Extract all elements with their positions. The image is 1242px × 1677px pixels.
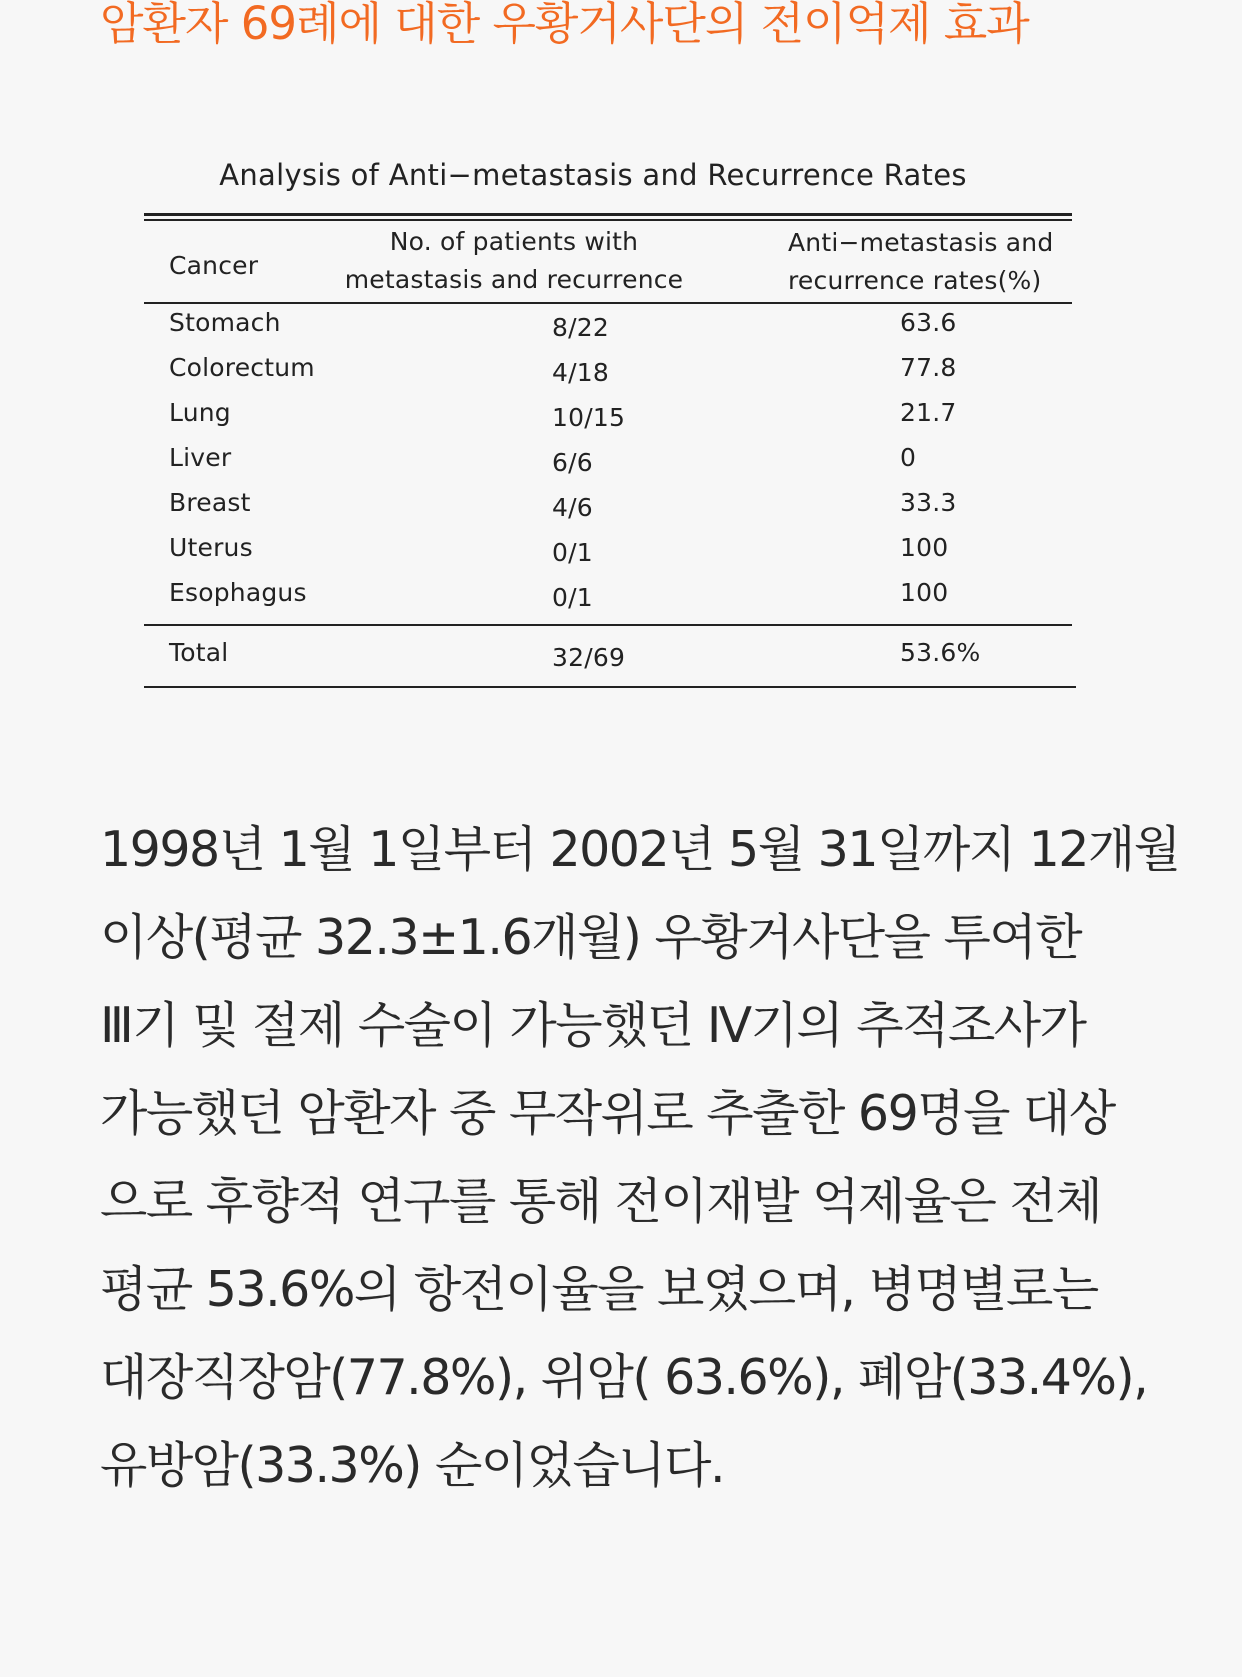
body-paragraph	[100, 806, 1180, 1510]
header-cancer: Cancer	[169, 251, 259, 280]
row-patients: 8/22	[552, 313, 609, 342]
paragraph-line: 유방암(33.3%) 순이었습니다.	[100, 1437, 725, 1494]
header-patients-line2: metastasis and recurrence	[344, 265, 684, 294]
row-rate: 63.6	[900, 308, 957, 337]
table-total-rule	[144, 624, 1072, 626]
header-patients-line1: No. of patients with	[389, 227, 639, 256]
header-rates-line2: recurrence rates(%)	[788, 266, 1042, 295]
total-patients: 32/69	[552, 643, 626, 672]
paragraph-line: Ⅲ기 및 절제 수술이 가능했던 Ⅳ기의 추적조사가	[100, 997, 1086, 1054]
row-patients: 0/1	[552, 538, 593, 567]
header-rates-line1: Anti−metastasis and	[788, 228, 1054, 257]
row-rate: 33.3	[900, 488, 957, 517]
section-heading: 암환자 69례에 대한 우황거사단의 전이억제 효과	[100, 0, 1029, 50]
row-cancer: Breast	[169, 488, 251, 517]
table-bottom-rule	[144, 686, 1076, 688]
row-rate: 100	[900, 578, 949, 607]
row-rate: 0	[900, 443, 917, 472]
row-patients: 0/1	[552, 583, 593, 612]
table-top-rule-inner	[144, 219, 1072, 221]
row-cancer: Uterus	[169, 533, 253, 562]
row-patients: 4/6	[552, 493, 593, 522]
row-rate: 77.8	[900, 353, 957, 382]
paragraph-line: 으로 후향적 연구를 통해 전이재발 억제율은 전체	[100, 1173, 1102, 1230]
paragraph-line: 1998년 1월 1일부터 2002년 5월 31일까지 12개월	[100, 821, 1180, 878]
row-cancer: Stomach	[169, 308, 281, 337]
row-cancer: Esophagus	[169, 578, 307, 607]
row-cancer: Liver	[169, 443, 232, 472]
table-top-rule	[144, 213, 1072, 216]
row-rate: 21.7	[900, 398, 957, 427]
total-rate: 53.6%	[900, 638, 981, 667]
paragraph-line: 평균 53.6%의 항전이율을 보였으며, 병명별로는	[100, 1261, 1098, 1318]
row-patients: 6/6	[552, 448, 593, 477]
row-patients: 10/15	[552, 403, 626, 432]
total-label: Total	[169, 638, 229, 667]
header-patients	[344, 223, 684, 299]
table-header-rule	[144, 302, 1072, 304]
paragraph-line: 이상(평균 32.3±1.6개월) 우황거사단을 투여한	[100, 909, 1082, 966]
row-cancer: Colorectum	[169, 353, 315, 382]
header-rates	[788, 224, 1053, 300]
row-patients: 4/18	[552, 358, 609, 387]
paragraph-line: 가능했던 암환자 중 무작위로 추출한 69명을 대상	[100, 1085, 1115, 1142]
paragraph-line: 대장직장암(77.8%), 위암( 63.6%), 폐암(33.4%),	[100, 1349, 1148, 1406]
row-cancer: Lung	[169, 398, 231, 427]
table-title: Analysis of Anti−metastasis and Recurrence Rates	[219, 158, 967, 192]
row-rate: 100	[900, 533, 949, 562]
